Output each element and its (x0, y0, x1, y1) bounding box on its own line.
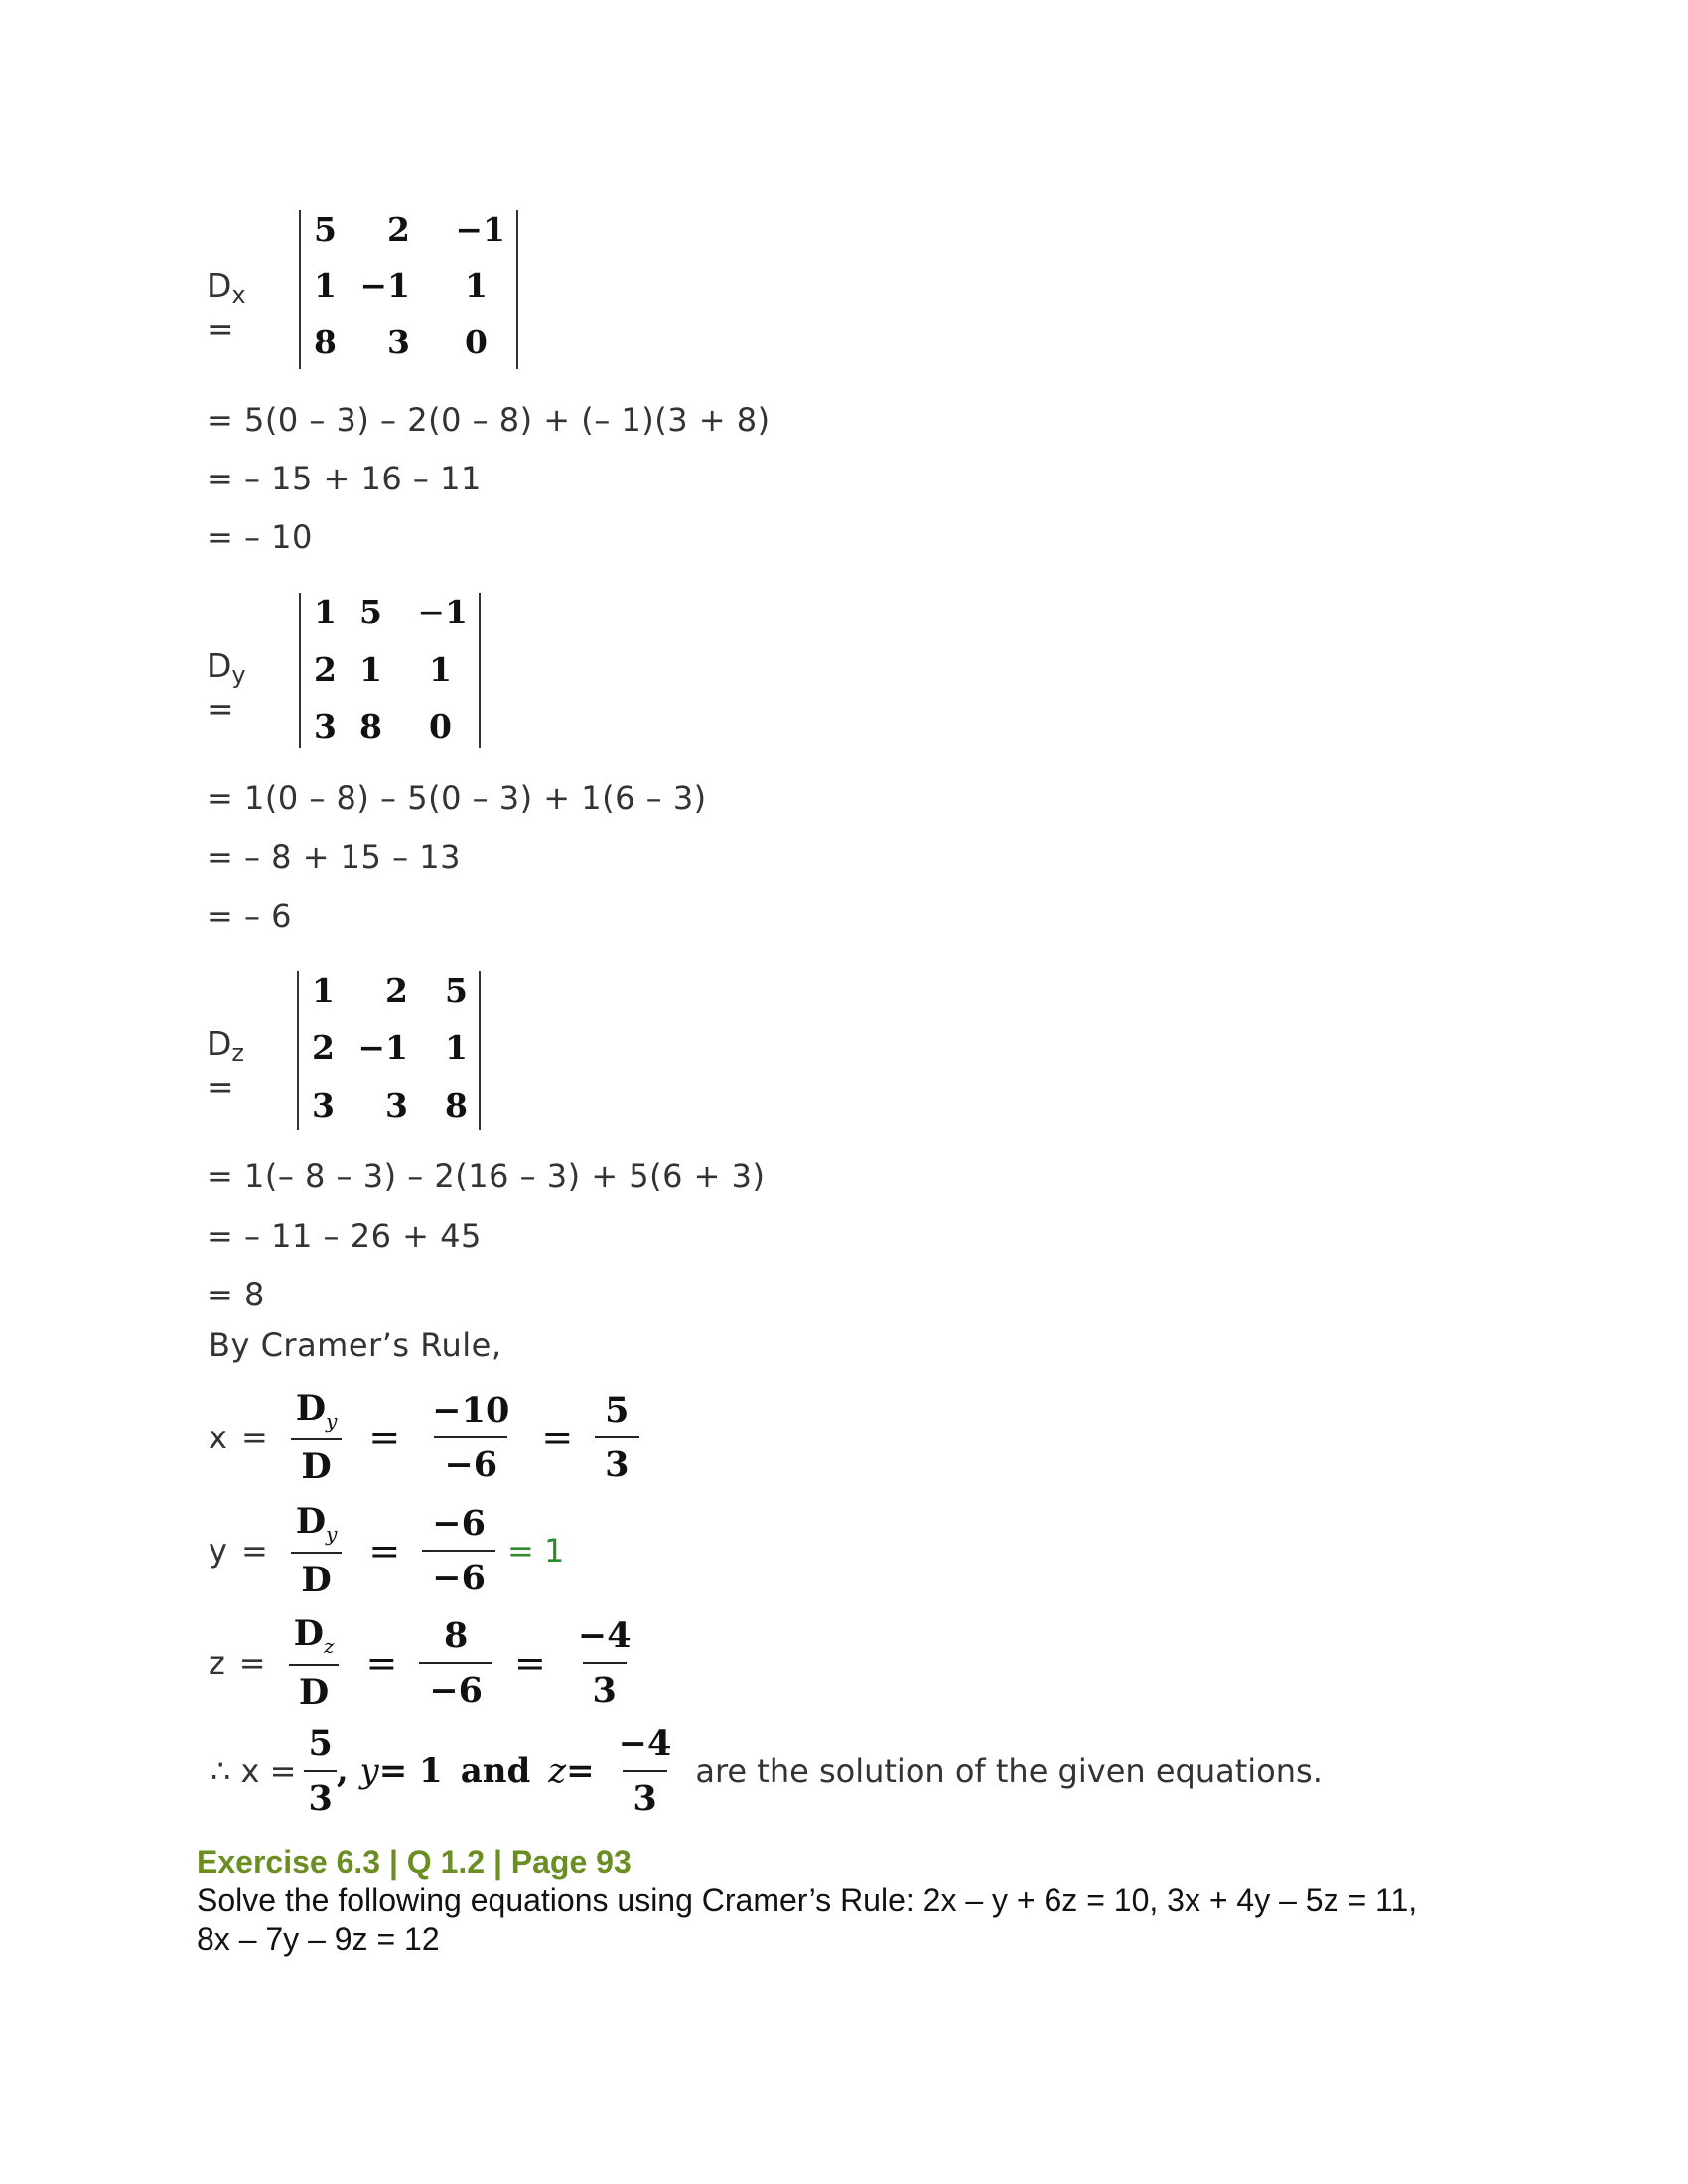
exercise-heading: Exercise 6.3 | Q 1.2 | Page 93 (197, 1844, 632, 1880)
fraction: $\frac{D_z}{D}$ (284, 1613, 345, 1712)
cramer-intro: By Cramer’s Rule, (209, 1326, 502, 1364)
matrix-cell: 3 (385, 1086, 408, 1125)
matrix-cell: 0 (465, 323, 488, 361)
equals-sign: = (365, 1641, 398, 1685)
dz-step-3: = 8 (207, 1276, 265, 1313)
question-line-2: 8x – 7y – 9z = 12 (197, 1921, 440, 1957)
matrix-cell: 8 (445, 1086, 468, 1125)
question-line-1: Solve the following equations using Cramer’s Rule: 2x – y + 6z = 10, 3x + 4y – 5z = 11, (197, 1882, 1418, 1918)
dy-step-3: = – 6 (207, 897, 293, 935)
matrix-cell: −1 (359, 266, 410, 305)
x-solution (209, 1388, 639, 1487)
equals-sign: = (541, 1416, 574, 1459)
matrix-cell: −1 (357, 1028, 408, 1067)
fraction: $\frac{-6}{-6}$ (422, 1503, 495, 1598)
matrix-cell: 1 (314, 593, 337, 631)
fraction: $\frac{-4}{3}$ (618, 1723, 672, 1819)
var-y: y (359, 1751, 379, 1791)
equals-sign: = (566, 1751, 595, 1791)
matrix-cell: 1 (359, 650, 382, 689)
conclusion-text: are the solution of the given equations. (695, 1752, 1323, 1790)
equals-sign: = (240, 1419, 268, 1456)
equals-sign: = (240, 1532, 268, 1570)
fraction: $\frac{5}{3}$ (595, 1390, 638, 1485)
equals-sign: = (238, 1644, 266, 1682)
matrix-cell: 2 (314, 650, 337, 689)
fraction: $\frac{D_y}{D}$ (286, 1501, 348, 1600)
equals-sign: = (368, 1529, 401, 1572)
dz-step-2: = – 11 – 26 + 45 (207, 1217, 482, 1255)
y-solution (209, 1501, 564, 1600)
matrix-cell: 2 (387, 210, 410, 249)
var-z: z (209, 1644, 225, 1682)
matrix-cell: 1 (465, 266, 488, 305)
fraction: $\frac{5}{3}$ (304, 1723, 336, 1819)
dx-matrix (299, 210, 518, 369)
matrix-cell: 5 (445, 971, 468, 1010)
dy-matrix (299, 593, 481, 748)
matrix-cell: 1 (429, 650, 452, 689)
matrix-cell: 2 (385, 971, 408, 1010)
dy-step-2: = – 8 + 15 – 13 (207, 838, 461, 876)
matrix-cell: −1 (417, 593, 468, 631)
matrix-cell: 3 (314, 707, 337, 746)
matrix-cell: 8 (314, 323, 337, 361)
matrix-cell: 1 (314, 266, 337, 305)
fraction: $\frac{D_y}{D}$ (286, 1388, 348, 1487)
fraction: $\frac{8}{-6}$ (419, 1615, 492, 1710)
matrix-cell: 5 (314, 210, 337, 249)
var-x: x (209, 1419, 227, 1456)
equals-sign: = (368, 1416, 401, 1459)
dx-step-1: = 5(0 – 3) – 2(0 – 8) + (– 1)(3 + 8) (207, 401, 771, 439)
z-solution (209, 1613, 641, 1712)
dx-label: $D_x$ = (207, 266, 246, 347)
y-result: = 1 (506, 1532, 565, 1570)
matrix-cell: −1 (455, 210, 505, 249)
matrix-cell: 8 (359, 707, 382, 746)
var-y: y (209, 1532, 227, 1570)
conclusion: ∴ x = $\frac{5}{3}$ , y = 1 and z = $\frac{-4}{3}$ are the solution of the given equations. (211, 1723, 1323, 1819)
dz-step-1: = 1(– 8 – 3) – 2(16 – 3) + 5(6 + 3) (207, 1158, 766, 1195)
fraction: $\frac{-10}{-6}$ (432, 1390, 510, 1485)
matrix-cell: 1 (312, 971, 335, 1010)
matrix-cell: 3 (387, 323, 410, 361)
dy-step-1: = 1(0 – 8) – 5(0 – 3) + 1(6 – 3) (207, 779, 707, 817)
dx-step-2: = – 15 + 16 – 11 (207, 460, 482, 497)
matrix-cell: 1 (445, 1028, 468, 1067)
fraction: $\frac{-4}{3}$ (577, 1615, 632, 1710)
y-value: = 1 (378, 1751, 443, 1791)
matrix-cell: 3 (312, 1086, 335, 1125)
therefore-text: ∴ x = (211, 1752, 297, 1790)
dz-label: $D_z$ = (207, 1024, 245, 1106)
and-text: and (460, 1751, 531, 1791)
var-z: z (548, 1751, 567, 1791)
dz-matrix (297, 971, 481, 1130)
dy-label: $D_y$ = (207, 646, 246, 728)
matrix-cell: 5 (359, 593, 382, 631)
matrix-cell: 2 (312, 1028, 335, 1067)
equals-sign: = (514, 1641, 546, 1685)
dx-step-3: = – 10 (207, 518, 313, 556)
matrix-cell: 0 (429, 707, 452, 746)
